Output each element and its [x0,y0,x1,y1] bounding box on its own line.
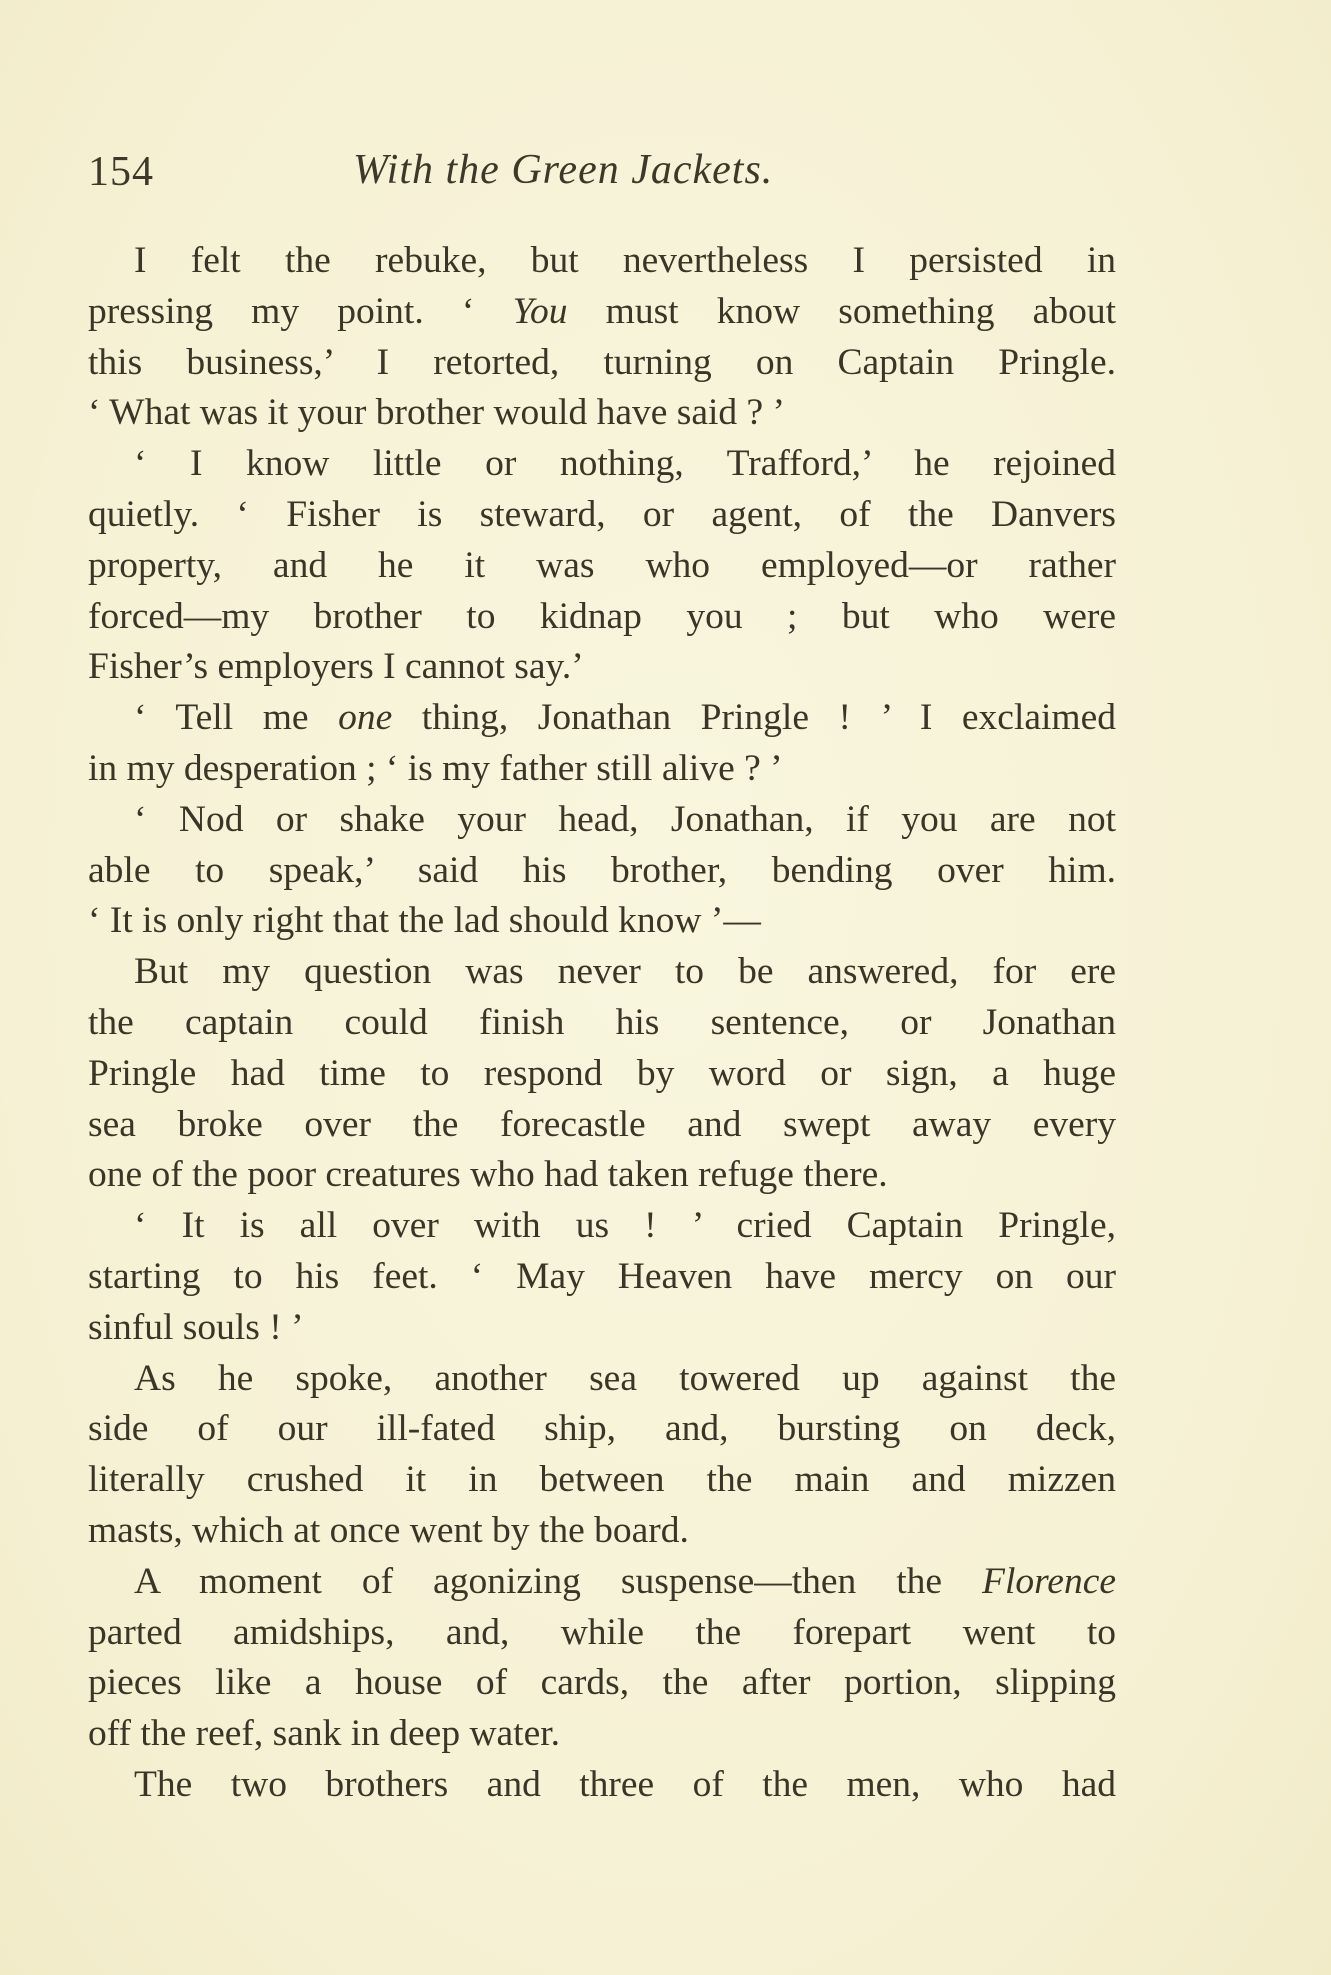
text-line [88,693,1116,744]
page-number: 154 [88,149,154,195]
italic-word: You [512,290,568,332]
text-line [88,1608,1116,1659]
text-line [88,846,1116,897]
running-title: With the Green Jackets. [353,147,774,193]
text-segment: But my question was never to be answered, for ere [134,951,1116,993]
text-segment: side of our ill-fated ship, and, bursting on deck, [88,1408,1116,1450]
text-line [88,1455,1116,1506]
text-line [88,1303,1116,1354]
text-segment: ‘ Nod or shake your head, Jonathan, if you are not [134,798,1116,840]
page-header [88,140,1118,200]
text-segment: sea broke over the forecastle and swept away every [88,1103,1116,1145]
text-segment: thing, Jonathan Pringle ! ’ I exclaimed [392,697,1116,739]
text-line [88,1709,1116,1760]
text-line [88,338,1116,389]
text-line [88,1658,1116,1709]
text-segment: property, and he it was who employed—or rather [88,544,1116,586]
text-line [88,490,1116,541]
text-line [88,1100,1116,1151]
text-line [88,592,1116,643]
text-segment: As he spoke, another sea towered up against the [134,1357,1116,1399]
text-segment: sinful souls ! ’ [88,1306,304,1348]
text-segment: in my desperation ; ‘ is my father still alive ? ’ [88,747,783,789]
text-segment: the captain could finish his sentence, or Jonathan [88,1001,1116,1043]
text-line [88,236,1116,287]
text-segment: masts, which at once went by the board. [88,1509,689,1551]
text-line [88,947,1116,998]
text-line [88,388,1116,439]
text-segment: off the reef, sank in deep water. [88,1713,561,1755]
text-line [88,1760,1116,1811]
text-line [88,1557,1116,1608]
text-line [88,1201,1116,1252]
text-segment: Pringle had time to respond by word or sign, a huge [88,1052,1116,1094]
text-line [88,1150,1116,1201]
text-segment: ‘ What was it your brother would have said ? ’ [88,392,786,434]
text-segment: I felt the rebuke, but nevertheless I persisted in [134,240,1116,281]
text-segment: ‘ It is all over with us ! ’ cried Captain Pringle, [134,1205,1116,1247]
text-line [88,998,1116,1049]
text-segment: must know something about [567,290,1116,332]
text-segment: starting to his feet. ‘ May Heaven have mercy on our [88,1255,1116,1297]
text-line [88,1354,1116,1405]
text-segment: ‘ I know little or nothing, Trafford,’ he rejoined [134,443,1116,485]
text-segment: forced—my brother to kidnap you ; but who were [88,595,1116,637]
text-segment: ‘ Tell me [134,697,339,739]
text-segment: pieces like a house of cards, the after portion, slipping [88,1662,1116,1704]
text-segment: Fisher’s employers I cannot say.’ [88,646,584,688]
text-segment: able to speak,’ said his brother, bending over him. [88,849,1116,891]
text-segment: ‘ It is only right that the lad should know ’— [88,900,761,942]
italic-word: Florence [982,1560,1116,1602]
text-segment: quietly. ‘ Fisher is steward, or agent, of the Danvers [88,493,1116,535]
text-line [88,896,1116,947]
text-segment: The two brothers and three of the men, who had [134,1763,1116,1805]
text-line [88,1049,1116,1100]
text-line [88,642,1116,693]
text-line [88,541,1116,592]
text-line [88,1404,1116,1455]
body-text [88,236,1116,1811]
text-line [88,744,1116,795]
text-line [88,1252,1116,1303]
text-line [88,439,1116,490]
text-segment: one of the poor creatures who had taken refuge there. [88,1154,888,1196]
text-segment: A moment of agonizing suspense—then the [134,1560,983,1602]
text-line [88,287,1116,338]
text-segment: this business,’ I retorted, turning on Captain Pringle. [88,341,1116,383]
text-line [88,795,1116,846]
text-line [88,1506,1116,1557]
text-segment: pressing my point. ‘ [88,290,513,332]
text-segment: parted amidships, and, while the forepart went to [88,1611,1116,1653]
text-segment: literally crushed it in between the main and mizzen [88,1459,1116,1501]
italic-word: one [338,697,393,739]
